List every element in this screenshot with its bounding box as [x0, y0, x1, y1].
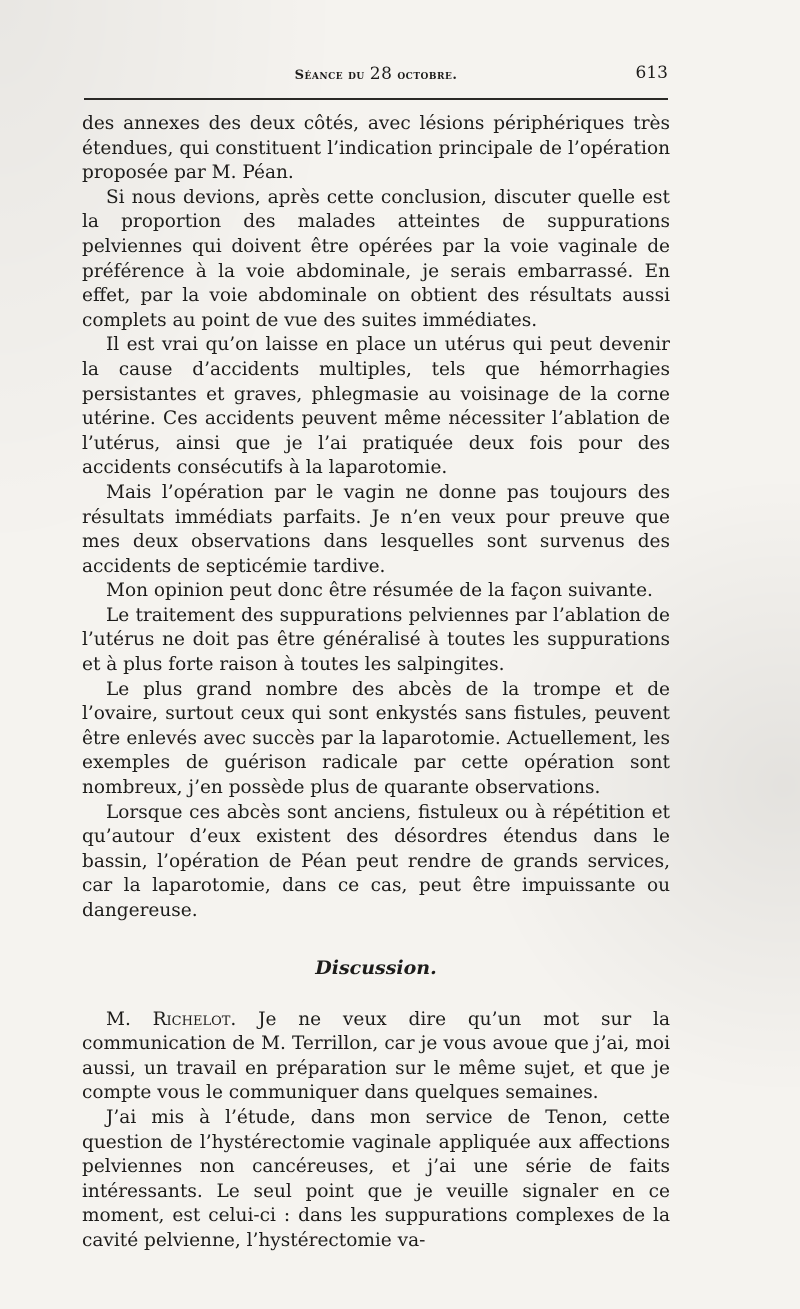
header-rule: [84, 98, 668, 100]
paragraph: Lorsque ces abcès sont anciens, fistuleux ou à répétition et qu’autour d’eux existent des désordres étendus dans le bassin, l’opération de Péan peut rendre de grands services, car la laparotomie, dans ce cas, peut être impuissante ou dangereuse.: [82, 801, 670, 921]
speaker-name: M. Richelot.: [106, 1008, 237, 1030]
running-title-prefix: Séance du: [294, 68, 365, 83]
running-title-day: 28: [369, 64, 393, 84]
running-title-month: octobre.: [397, 68, 458, 83]
paragraph: Mon opinion peut donc être résumée de la façon suivante.: [106, 580, 653, 602]
section-heading: Discussion.: [315, 956, 437, 979]
body-text: [82, 112, 670, 1254]
paragraph: des annexes des deux côtés, avec lésions périphériques très étendues, qui constituent l’indication principale de l’opération proposée par M. Péan.: [82, 113, 670, 184]
discussion-text: Je ne veux dire qu’un mot sur la communication de M. Terrillon, car je vous avoue que j’ai, moi aussi, un travail en préparation sur le même sujet, et que je compte vous le communiquer dans quelques semaines.: [82, 1008, 670, 1104]
paragraph: Il est vrai qu’on laisse en place un utérus qui peut devenir la cause d’accidents multiples, tels que hémorrhagies persistantes et graves, phlegmasie au voisinage de la corne utérine. Ces accidents peuvent même nécessiter l’ablation de l’utérus, ainsi que je l’ai pratiquée deux fois pour des accidents consécutifs à la laparotomie.: [82, 334, 670, 479]
discussion-paragraph: [82, 1008, 670, 1106]
paragraph: Le plus grand nombre des abcès de la trompe et de l’ovaire, surtout ceux qui sont enkystés sans fistules, peuvent être enlevés avec succès par la laparotomie. Actuellement, les exemples de guérison radicale par cette opération sont nombreux, j’en possède plus de quarante observations.: [82, 678, 670, 799]
page-number: 613: [635, 63, 668, 83]
paragraph: Si nous devions, après cette conclusion, discuter quelle est la proportion des malades atteintes de suppurations pelviennes qui doivent être opérées par la voie vaginale de préférence à la voie abdominale, je serais embarrassé. En effet, par la voie abdominale on obtient des résultats aussi complets au point de vue des suites immédiates.: [82, 186, 670, 331]
discussion-paragraph: J’ai mis à l’étude, dans mon service de Tenon, cette question de l’hystérectomie vaginale appliquée aux affections pelviennes non cancéreuses, et j’ai une série de faits intéressants. Le seul point que je veuille signaler en ce moment, est celui-ci : dans les suppurations complexes de la cavité pelvienne, l’hystérectomie va-: [82, 1106, 670, 1251]
running-head: [84, 62, 668, 84]
running-title: [84, 64, 668, 84]
paragraph: Le traitement des suppurations pelviennes par l’ablation de l’utérus ne doit pas être généralisé à toutes les suppurations et à plus forte raison à toutes les salpingites.: [82, 604, 670, 676]
paragraph: Mais l’opération par le vagin ne donne pas toujours des résultats immédiats parfaits. Je n’en veux pour preuve que mes deux observations dans lesquelles sont survenus des accidents de septicémie tardive.: [82, 481, 670, 577]
